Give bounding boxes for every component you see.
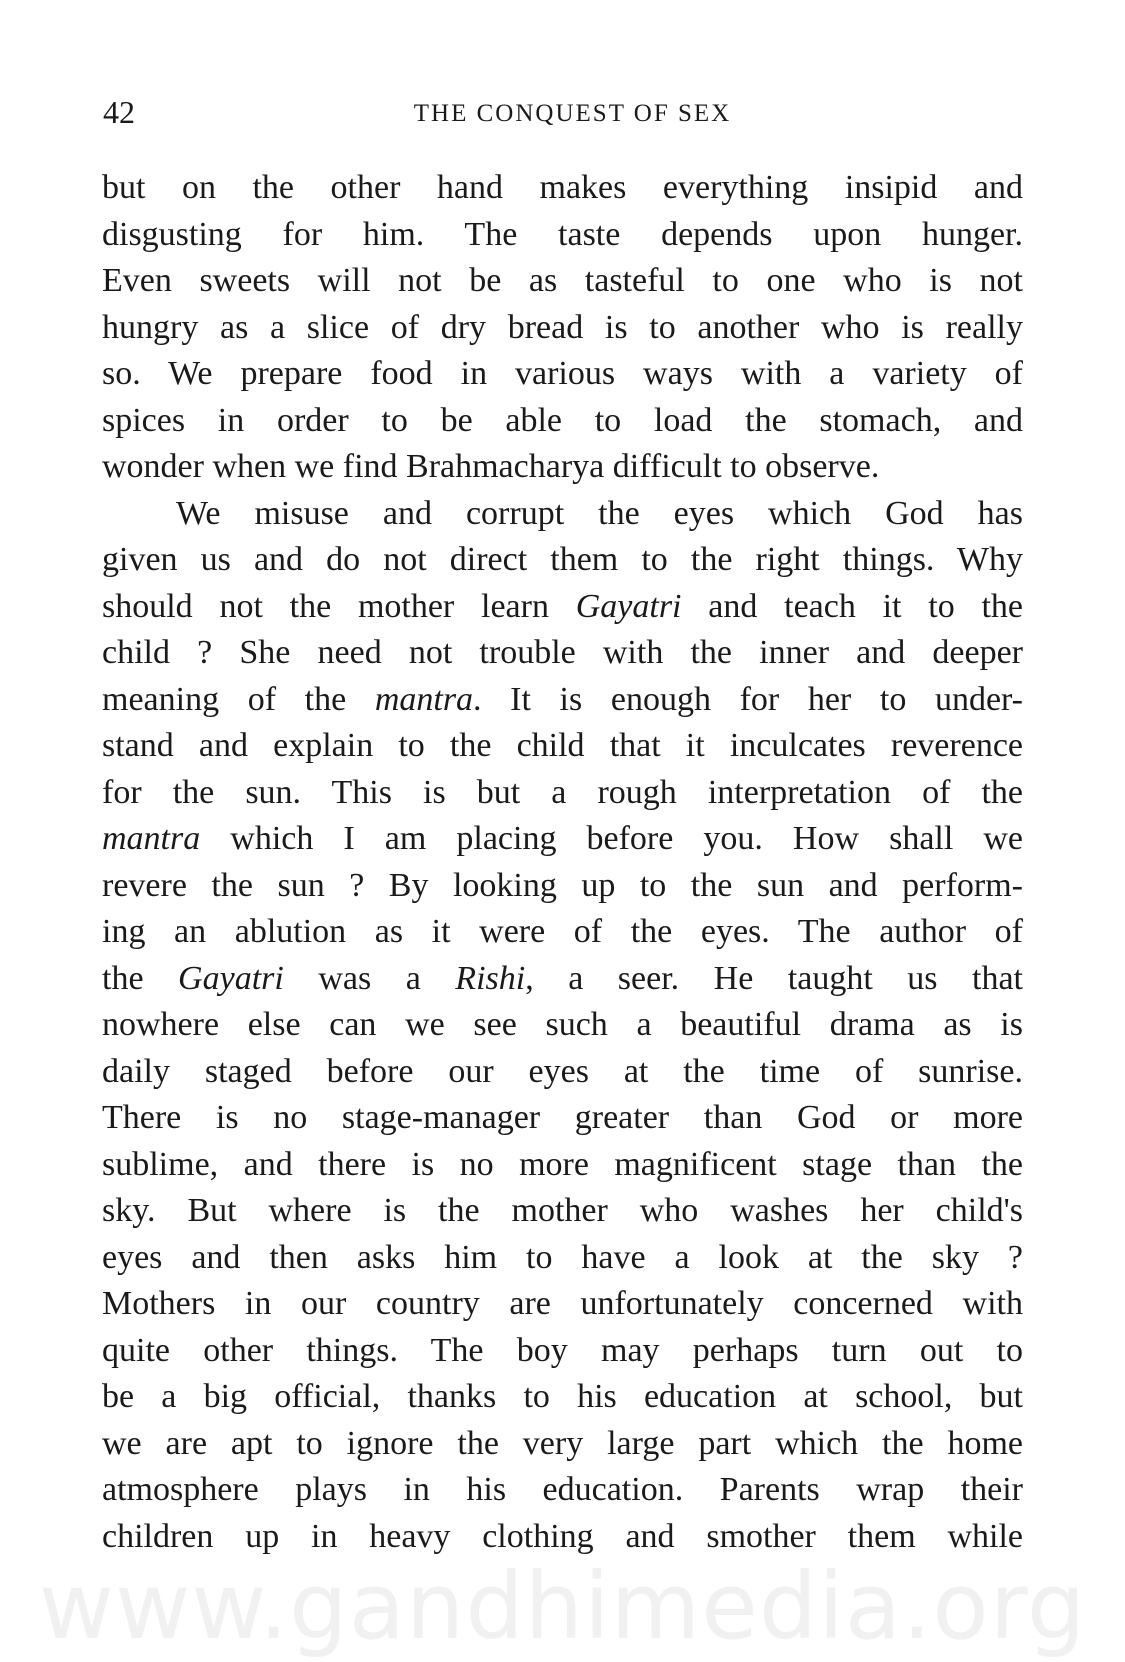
italic-term: mantra (102, 820, 201, 857)
text-line: ing an ablution as it were of the eyes. The author of (102, 913, 1023, 950)
text-line: we are apt to ignore the very large part which the home (102, 1424, 1023, 1462)
text-line: nowhere else can we see such a beautiful drama as is (102, 1006, 1023, 1043)
text-line: spices in order to be able to load the stomach, and (102, 401, 1023, 439)
text-line (102, 584, 1023, 631)
text-line: given us and do not direct them to the right things. Why (102, 541, 1023, 578)
text-line: sublime, and there is no more magnificent stage than the (102, 1145, 1023, 1183)
text-span: should not the mother learn (102, 587, 576, 625)
italic-term: mantra (374, 680, 474, 718)
text-span: , a seer. He taught us that (525, 959, 1023, 997)
text-line: be a big official, thanks to his education at school, but (102, 1378, 1023, 1415)
text-line: but on the other hand makes everything insipid and (102, 169, 1023, 206)
italic-term: Rishi (455, 959, 526, 997)
italic-term: Gayatri (575, 587, 682, 625)
body-text (102, 165, 1023, 1560)
text-span: the (102, 959, 179, 997)
text-line: atmosphere plays in his education. Parents wrap their (102, 1471, 1023, 1508)
text-line: hungry as a slice of dry bread is to another who is really (102, 308, 1023, 346)
text-span: was a (283, 959, 456, 997)
text-line: daily staged before our eyes at the time of sunrise. (102, 1052, 1023, 1090)
text-line: eyes and then asks him to have a look at the sky ? (102, 1238, 1023, 1276)
text-line (102, 816, 1023, 863)
text-line (102, 677, 1023, 724)
text-line: so. We prepare food in various ways with a variety of (102, 355, 1023, 392)
text-line: Mothers in our country are unfortunately concerned with (102, 1285, 1023, 1322)
text-span: which I am placing before you. How shall we (200, 820, 1023, 857)
watermark: www.gandhimedia.org (38, 1553, 1087, 1660)
text-span: . It is enough for her to under- (473, 680, 1023, 718)
text-line: sky. But where is the mother who washes her child's (102, 1192, 1023, 1229)
text-line: Even sweets will not be as tasteful to one who is not (102, 262, 1023, 299)
text-line: disgusting for him. The taste depends upon hunger. (102, 215, 1023, 253)
text-line: children up in heavy clothing and smother them while (102, 1517, 1023, 1555)
text-line: quite other things. The boy may perhaps turn out to (102, 1331, 1023, 1369)
page-number: 42 (103, 94, 135, 130)
text-line: child ? She need not trouble with the inner and deeper (102, 634, 1023, 671)
text-span: meaning of the (102, 680, 375, 718)
text-line (102, 956, 1023, 1003)
text-line: There is no stage-manager greater than God or more (102, 1099, 1023, 1136)
text-span: and teach it to the (681, 587, 1024, 625)
italic-term: Gayatri (178, 959, 284, 997)
text-line: revere the sun ? By looking up to the sun and perform- (102, 866, 1023, 904)
running-title: THE CONQUEST OF SEX (413, 100, 732, 127)
text-line: stand and explain to the child that it inculcates reverence (102, 727, 1023, 764)
text-line: wonder when we find Brahmacharya difficult to observe. (102, 448, 880, 485)
text-line: for the sun. This is but a rough interpretation of the (102, 773, 1023, 811)
text-line: We misuse and corrupt the eyes which God has (176, 494, 1023, 532)
